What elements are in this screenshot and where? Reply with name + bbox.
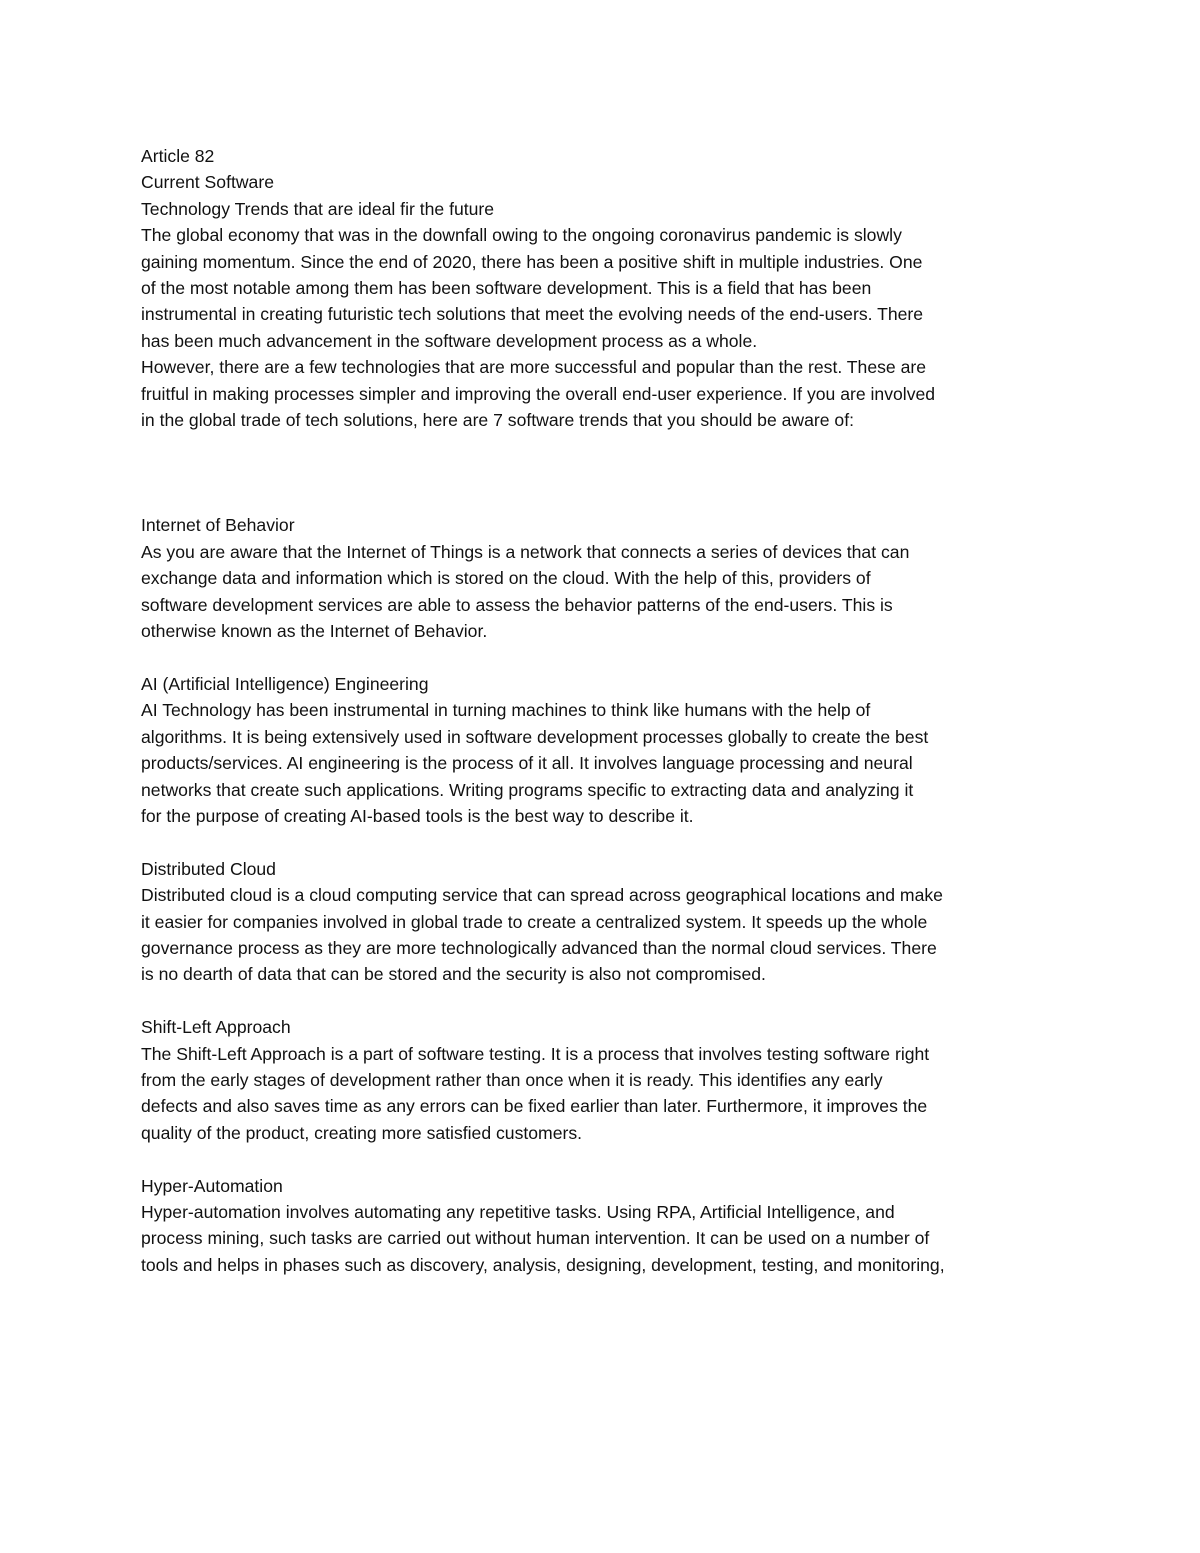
text-line: software development services are able to assess the behavior patterns of the end-users. This is (141, 594, 893, 615)
text-line: fruitful in making processes simpler and improving the overall end-user experience. If you are involved (141, 383, 936, 404)
text-line: otherwise known as the Internet of Behavior. (141, 621, 488, 642)
intro-paragraph-1 (141, 222, 1081, 354)
intro-paragraph-2 (141, 354, 1081, 433)
text-line: However, there are a few technologies that are more successful and popular than the rest. These are (141, 357, 927, 378)
section-ai-engineering (141, 671, 1081, 829)
section-heading: Distributed Cloud (141, 858, 276, 879)
text-line: process mining, such tasks are carried out without human intervention. It can be used on a number of (141, 1228, 930, 1249)
text-line: products/services. AI engineering is the process of it all. It involves language processing and neural (141, 753, 913, 774)
section-heading: Hyper-Automation (141, 1175, 283, 1196)
text-line: networks that create such applications. Writing programs specific to extracting data and analyzing it (141, 779, 914, 800)
section-text (141, 882, 1081, 988)
text-line: As you are aware that the Internet of Things is a network that connects a series of devices that can (141, 541, 910, 562)
section-heading: AI (Artificial Intelligence) Engineering (141, 673, 429, 694)
document-title: Technology Trends that are ideal fir the future (141, 198, 495, 219)
article-number: Article 82 (141, 146, 215, 166)
section-distributed-cloud (141, 856, 1081, 988)
section-heading: Internet of Behavior (141, 515, 295, 536)
text-line: Hyper-automation involves automating any repetitive tasks. Using RPA, Artificial Intelligence, and (141, 1201, 895, 1222)
document-body (141, 143, 1081, 1278)
text-line: of the most notable among them has been software development. This is a field that has been (141, 278, 872, 299)
text-line: The global economy that was in the downfall owing to the ongoing coronavirus pandemic is slowly (141, 225, 902, 246)
section-text (141, 697, 1081, 829)
text-line: tools and helps in phases such as discovery, analysis, designing, development, testing, and monitoring, (141, 1254, 945, 1275)
text-line: exchange data and information which is stored on the cloud. With the help of this, providers of (141, 568, 871, 589)
text-line: is no dearth of data that can be stored and the security is also not compromised. (141, 964, 766, 985)
text-line: gaining momentum. Since the end of 2020, there has been a positive shift in multiple industries. One (141, 251, 923, 272)
text-line: for the purpose of creating AI-based tools is the best way to describe it. (141, 805, 694, 826)
section-heading: Shift-Left Approach (141, 1017, 291, 1038)
text-line: Distributed cloud is a cloud computing service that can spread across geographical locations and make (141, 885, 943, 906)
text-line: defects and also saves time as any errors can be fixed earlier than later. Furthermore, it improves the (141, 1096, 928, 1117)
text-line: in the global trade of tech solutions, here are 7 software trends that you should be aware of: (141, 410, 854, 431)
section-shift-left-approach (141, 1014, 1081, 1146)
section-text (141, 1199, 1081, 1278)
text-line: quality of the product, creating more satisfied customers. (141, 1122, 583, 1143)
text-line: from the early stages of development rather than once when it is ready. This identifies any early (141, 1069, 883, 1090)
text-line: governance process as they are more technologically advanced than the normal cloud services. There (141, 937, 937, 958)
section-hyper-automation (141, 1173, 1081, 1279)
section-text (141, 539, 1081, 645)
text-line: AI Technology has been instrumental in turning machines to think like humans with the help of (141, 700, 871, 721)
text-line: algorithms. It is being extensively used in software development processes globally to create the best (141, 726, 929, 747)
text-line: it easier for companies involved in global trade to create a centralized system. It speeds up the whole (141, 911, 928, 932)
text-line: has been much advancement in the software development process as a whole. (141, 330, 758, 351)
text-line: The Shift-Left Approach is a part of software testing. It is a process that involves testing software right (141, 1043, 930, 1064)
trends-list (141, 512, 1081, 1278)
section-internet-of-behavior (141, 512, 1081, 644)
text-line: instrumental in creating futuristic tech solutions that meet the evolving needs of the end-users. There (141, 304, 924, 325)
document-subtitle: Current Software (141, 172, 274, 193)
section-text (141, 1041, 1081, 1147)
